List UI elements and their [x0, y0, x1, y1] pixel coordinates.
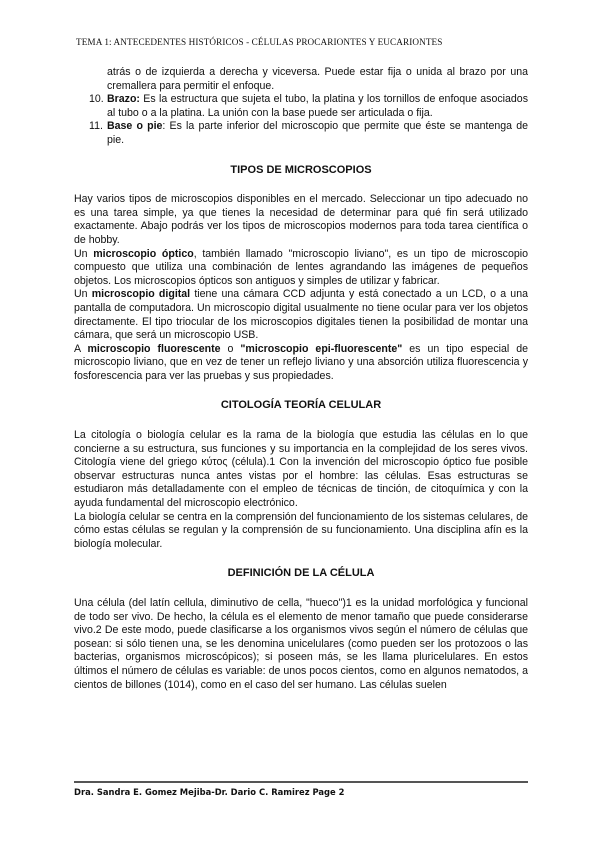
page-header: TEMA 1: ANTECEDENTES HISTÓRICOS - CÉLULAS PROCARIONTES Y EUCARIONTES	[76, 37, 443, 47]
paragraph-definicion-1: Una célula (del latín cellula, diminutivo de cella, "hueco")1 es la unidad morfológica y funcional de todo ser vivo. De hecho, la célula es el elemento de menor tamaño que puede considerarse vivo.2 De este modo, puede clasificarse a los organismos vivos según el número de células que posean: si sólo tienen una, se les denomina unicelulares (como pueden ser los protozoos o las bacterias, organismos microscópicos); si poseen más, se les llama pluricelulares. En estos últimos el número de células es variable: de unos pocos cientos, como en algunos nematodos, a cientos de billones (1014), como en el caso del ser humano. Las células suelen	[74, 597, 528, 691]
text-body: , también llamado "microscopio liviano", es un tipo de microscopio compuesto que utiliza una combinación de lentes agrandando las imágenes de pequeños objetos. Los microscopios ópticos son antiguos y simples de utilizar y fabricar.	[74, 247, 528, 287]
list-continuation: atrás o de izquierda a derecha y viceversa. Puede estar fija o unida al brazo por una cremallera para permitir el enfoque.	[107, 66, 528, 92]
footer-divider	[74, 781, 528, 783]
list-number: 11.	[89, 120, 103, 133]
paragraph-citologia-1: La citología o biología celular es la rama de la biología que estudia las células en lo que concierne a su estructura, sus funciones y su importancia en la complejidad de los seres vivos. Citología viene del griego κύτος (célula).1 Con la invención del microscopio óptico fue posible observar estructuras nunca antes vistas por el hombre: las células. Esas estructuras se estudiaron más detalladamente con el empleo de técnicas de tinción, de citoquímica y con la ayuda fundamental del microscopio electrónico.	[74, 429, 528, 510]
text-prefix: Un	[74, 247, 94, 260]
list-term: Base o pie	[107, 120, 163, 133]
text-body: es un tipo especial de microscopio liviano, que en vez de tener un reflejo liviano y una absorción utiliza fluorescencia y fosforescencia para ver las pruebas y sus propiedades.	[74, 342, 529, 382]
list-number: 10.	[89, 93, 104, 106]
text-middle: o	[220, 342, 241, 355]
term-epi-fluorescente: "microscopio epi-fluorescente"	[240, 342, 403, 355]
text-body: tiene una cámara CCD adjunta y está conectado a un LCD, o a una pantalla de computadora. Un microscopio digital usualmente no tiene ocular para ver los objetos directamente. El tipo triocular de los microscopios digitales tienen la posibilidad de montar una cámara, que será un microscopio USB.	[74, 288, 528, 342]
paragraph-digital	[74, 288, 528, 342]
section-heading-tipos: TIPOS DE MICROSCOPIOS	[230, 163, 372, 176]
paragraph-citologia-2: La biología celular se centra en la comprensión del funcionamiento de los sistemas celulares, de cómo estas células se regulan y la comprensión de su funcionamiento. Una disciplina afín es la biología molecular.	[74, 510, 528, 550]
term-digital: microscopio digital	[91, 288, 191, 301]
paragraph-tipos-intro: Hay varios tipos de microscopios disponibles en el mercado. Seleccionar un tipo adecuado no es una tarea simple, ya que tienes la necesidad de determinar para qué fin será utilizado exactamente. Abajo podrás ver los tipos de microscopios modernos para toda tarea científica o de hobby.	[74, 193, 528, 246]
paragraph-fluorescente	[74, 343, 528, 384]
page-footer: Dra. Sandra E. Gomez Mejiba-Dr. Dario C. Ramirez Page 2	[74, 787, 345, 797]
page-body	[74, 66, 528, 692]
term-fluorescente: microscopio fluorescente	[87, 342, 221, 355]
list-item-brazo	[74, 93, 528, 120]
section-heading-definicion: DEFINICIÓN DE LA CÉLULA	[227, 567, 375, 580]
list-text: Es la estructura que sujeta el tubo, la platina y los tornillos de enfoque asociados al tubo o a la platina. La unión con la base puede ser articulada o fija.	[107, 93, 528, 119]
list-text: : Es la parte inferior del microscopio que permite que éste se mantenga de pie.	[107, 120, 528, 146]
list-term: Brazo:	[107, 93, 140, 106]
list-item-base	[74, 120, 528, 147]
text-prefix: A	[74, 342, 88, 355]
section-heading-citologia: CITOLOGÍA TEORÍA CELULAR	[220, 399, 382, 412]
term-optico: microscopio óptico	[93, 247, 194, 260]
text-prefix: Un	[74, 288, 92, 301]
paragraph-optico	[74, 248, 528, 289]
